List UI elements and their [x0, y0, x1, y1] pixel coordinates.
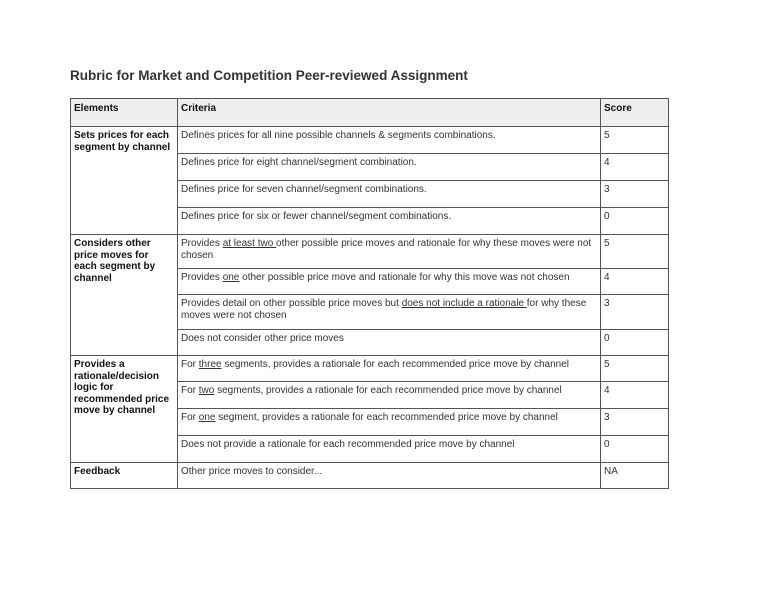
score-cell: 3 [601, 295, 669, 330]
score-cell: 5 [601, 127, 669, 154]
criteria-cell: Provides detail on other possible price moves but does not include a rationale for why these moves were not chosen [178, 295, 601, 330]
table-row [71, 127, 669, 154]
document-title: Rubric for Market and Competition Peer-reviewed Assignment [70, 68, 468, 83]
element-cell: Provides a rationale/decision logic for recommended price move by channel [71, 356, 178, 463]
table-row [71, 235, 669, 269]
criteria-cell: Provides at least two other possible price moves and rationale for why these moves were not chosen [178, 235, 601, 269]
criteria-cell: For one segment, provides a rationale for each recommended price move by channel [178, 409, 601, 436]
table-row [71, 356, 669, 382]
underlined-text: at least two [222, 238, 277, 249]
table-row [71, 463, 669, 489]
score-cell: 0 [601, 208, 669, 235]
criteria-cell: For two segments, provides a rationale for each recommended price move by channel [178, 382, 601, 409]
criteria-cell: Other price moves to consider... [178, 463, 601, 489]
score-cell: 0 [601, 330, 669, 356]
underlined-text: one [222, 272, 240, 283]
score-cell: 0 [601, 436, 669, 463]
score-cell: 4 [601, 269, 669, 295]
element-cell: Sets prices for each segment by channel [71, 127, 178, 235]
header-elements: Elements [71, 99, 178, 127]
criteria-cell: Defines price for eight channel/segment combination. [178, 154, 601, 181]
element-cell: Feedback [71, 463, 178, 489]
underlined-text: one [198, 412, 216, 423]
header-criteria: Criteria [178, 99, 601, 127]
score-cell: 3 [601, 409, 669, 436]
criteria-cell: Defines price for seven channel/segment combinations. [178, 181, 601, 208]
score-cell: 5 [601, 356, 669, 382]
underlined-text: does not include a rationale [401, 298, 527, 309]
underlined-text: three [198, 359, 222, 370]
header-row [71, 99, 669, 127]
criteria-cell: Defines prices for all nine possible channels & segments combinations. [178, 127, 601, 154]
criteria-cell: Does not provide a rationale for each recommended price move by channel [178, 436, 601, 463]
criteria-cell: Defines price for six or fewer channel/segment combinations. [178, 208, 601, 235]
header-score: Score [601, 99, 669, 127]
underlined-text: two [198, 385, 215, 396]
score-cell: 4 [601, 382, 669, 409]
criteria-cell: Does not consider other price moves [178, 330, 601, 356]
rubric-table [70, 98, 669, 489]
score-cell: 5 [601, 235, 669, 269]
score-cell: 4 [601, 154, 669, 181]
score-cell: 3 [601, 181, 669, 208]
element-cell: Considers other price moves for each segment by channel [71, 235, 178, 356]
criteria-cell: For three segments, provides a rationale for each recommended price move by channel [178, 356, 601, 382]
criteria-cell: Provides one other possible price move and rationale for why this move was not chosen [178, 269, 601, 295]
score-cell: NA [601, 463, 669, 489]
